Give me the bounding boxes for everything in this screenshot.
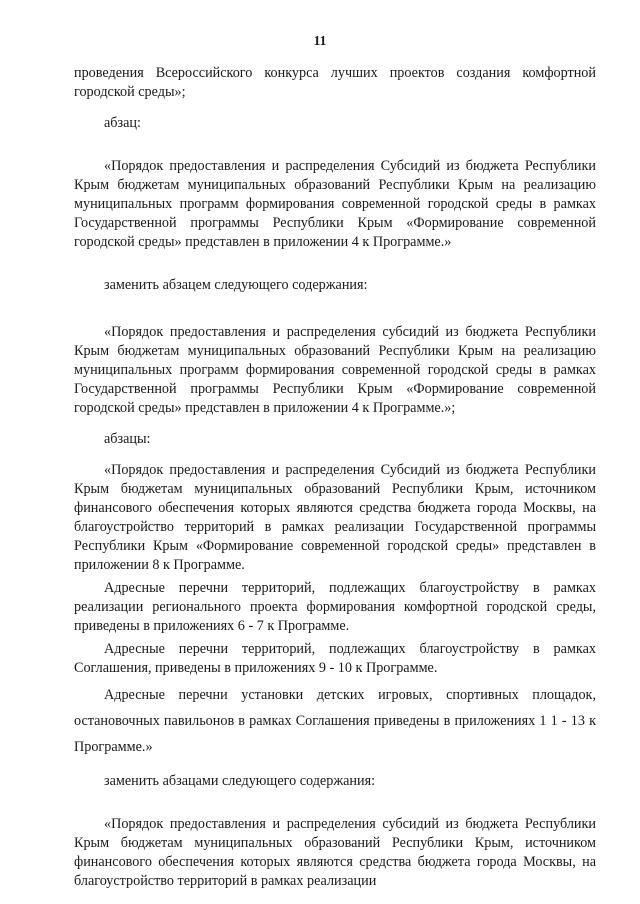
amendment-label: абзац: (104, 115, 141, 131)
quoted-paragraph: «Порядок предоставления и распределения субсидий из бюджета Республики Крым бюджетам муниципальных образований Республики Крым, источником финансового обеспечения которых являются средства бюджета города Москвы, на благоустройство территорий в рамках реализации (74, 816, 596, 889)
quoted-paragraph: «Порядок предоставления и распределения Субсидий из бюджета Республики Крым бюджетам муниципальных образований Республики Крым, источником финансового обеспечения которых являются средства бюджета города Москвы, на благоустройство территорий в рамках реализации Государственной программы Республики Крым «Формирование современной городской среды» представлен в приложении 8 к Программе. (74, 462, 596, 573)
amendment-label: заменить абзацами следующего содержания: (104, 773, 376, 789)
document-body (74, 64, 596, 891)
paragraph: Адресные перечни территорий, подлежащих благоустройству в рамках реализации регионального проекта формирования комфортной городской среды, приведены в приложениях 6 - 7 к Программе. (74, 580, 596, 634)
paragraph: Адресные перечни территорий, подлежащих благоустройству в рамках Соглашения, приведены в приложениях 9 - 10 к Программе. (74, 641, 596, 676)
page-number: 11 (313, 33, 327, 48)
quoted-paragraph: «Порядок предоставления и распределения субсидий из бюджета Республики Крым бюджетам муниципальных образований Республики Крым на реализацию муниципальных программ формирования современной городской среды в рамках Государственной программы Республики Крым «Формирование современной городской среды» представлен в приложении 4 к Программе.»; (74, 324, 596, 416)
amendment-label: заменить абзацем следующего содержания: (104, 277, 368, 293)
amendment-label: абзацы: (104, 431, 151, 447)
paragraph: проведения Всероссийского конкурса лучших проектов создания комфортной городской среды»; (74, 65, 596, 100)
paragraph: Адресные перечни установки детских игровых, спортивных площадок, остановочных павильонов в рамках Соглашения приведены в приложениях 1 1 - 13 к Программе.» (74, 687, 596, 755)
quoted-paragraph: «Порядок предоставления и распределения Субсидий из бюджета Республики Крым бюджетам муниципальных образований Республики Крым на реализацию муниципальных программ формирования современной городской среды в рамках Государственной программы Республики Крым «Формирование современной городской среды» представлен в приложении 4 к Программе.» (74, 158, 596, 250)
